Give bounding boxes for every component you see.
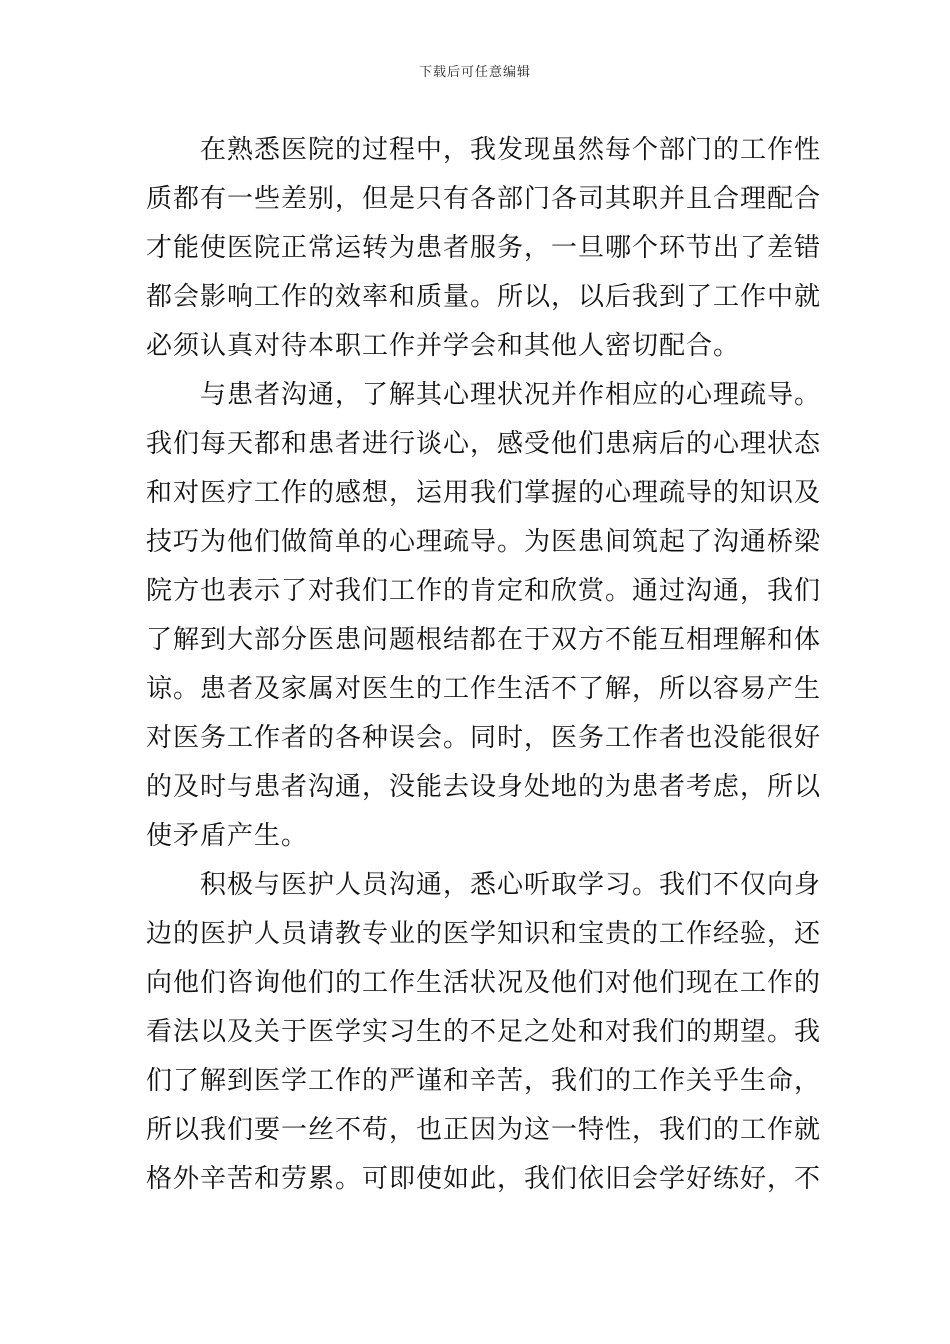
text-line: 必须认真对待本职工作并学会和其他人密切配合。 [146, 331, 741, 361]
text-line: 看法以及关于医学实习生的不足之处和对我们的期望。我 [146, 1017, 822, 1047]
text-line: 技巧为他们做简单的心理疏导。为医患间筑起了沟通桥梁 [146, 527, 822, 557]
text-line: 院方也表示了对我们工作的肯定和欣赏。通过沟通，我们 [146, 576, 822, 606]
text-line: 质都有一些差别，但是只有各部门各司其职并且合理配合 [146, 184, 822, 214]
text-line: 所以我们要一丝不苟，也正因为这一特性，我们的工作就 [146, 1115, 822, 1145]
paragraph-2 [146, 371, 822, 861]
text-line: 积极与医护人员沟通，悉心听取学习。我们不仅向身 [146, 870, 822, 900]
text-line: 向他们咨询他们的工作生活状况及他们对他们现在工作的 [146, 968, 822, 998]
text-line: 使矛盾产生。 [146, 821, 309, 851]
document-body [146, 126, 822, 1204]
text-line: 在熟悉医院的过程中，我发现虽然每个部门的工作性 [146, 135, 822, 165]
text-line: 对医务工作者的各种误会。同时，医务工作者也没能很好 [146, 723, 822, 753]
text-line: 才能使医院正常运转为患者服务，一旦哪个环节出了差错 [146, 233, 822, 263]
text-line: 谅。患者及家属对医生的工作生活不了解，所以容易产生 [146, 674, 822, 704]
text-line: 的及时与患者沟通，没能去设身处地的为患者考虑，所以 [146, 772, 822, 802]
text-line: 我们每天都和患者进行谈心，感受他们患病后的心理状态 [146, 429, 822, 459]
text-line: 格外辛苦和劳累。可即使如此，我们依旧会学好练好，不 [146, 1164, 822, 1194]
text-line: 了解到大部分医患问题根结都在于双方不能互相理解和体 [146, 625, 822, 655]
text-line: 都会影响工作的效率和质量。所以，以后我到了工作中就 [146, 282, 822, 312]
paragraph-1 [146, 126, 822, 371]
text-line: 边的医护人员请教专业的医学知识和宝贵的工作经验，还 [146, 919, 822, 949]
text-line: 们了解到医学工作的严谨和辛苦，我们的工作关乎生命， [146, 1066, 822, 1096]
text-line: 与患者沟通，了解其心理状况并作相应的心理疏导。 [146, 380, 822, 410]
paragraph-3 [146, 861, 822, 1204]
page-header: 下载后可任意编辑 [418, 65, 531, 80]
text-line: 和对医疗工作的感想，运用我们掌握的心理疏导的知识及 [146, 478, 822, 508]
